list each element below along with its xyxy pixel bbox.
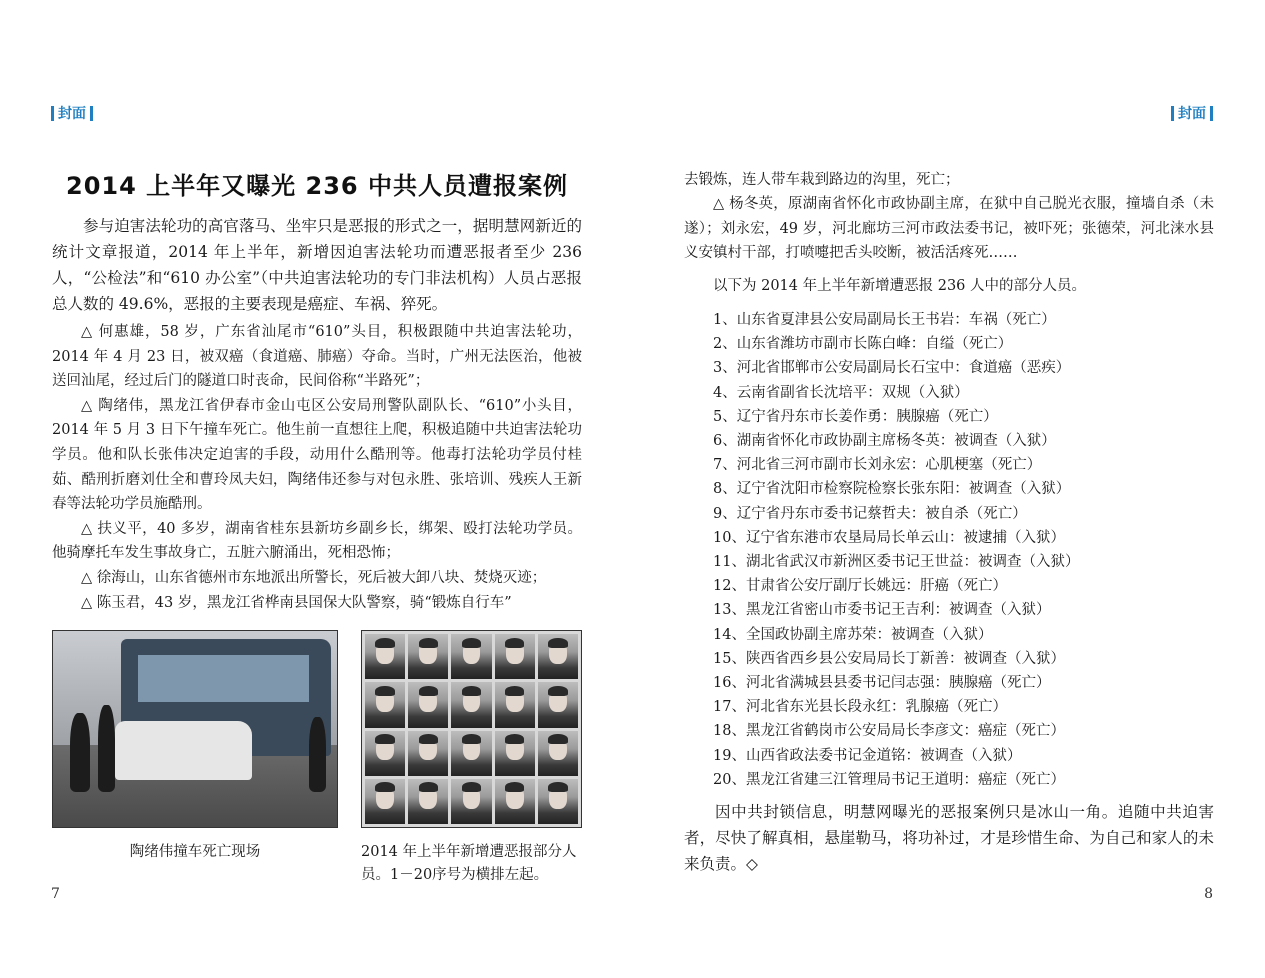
portrait — [365, 779, 405, 824]
list-item: 10、辽宁省东港市农垦局局长单云山：被逮捕（入狱） — [713, 529, 1065, 546]
case-paragraph: △ 扶义平，40 多岁，湖南省桂东县新坊乡副乡长，绑架、殴打法轮功学员。他骑摩托车发生事故身亡，五脏六腑涌出，死相恐怖； — [52, 520, 582, 562]
list-item: 5、辽宁省丹东市长姜作勇：胰腺癌（死亡） — [713, 408, 998, 425]
portrait — [408, 634, 448, 679]
list-intro: 以下为 2014 年上半年新增遭恶报 236 人中的部分人员。 — [713, 278, 1087, 294]
list-item: 13、黑龙江省密山市委书记王吉利：被调查（入狱） — [713, 602, 1051, 619]
list-item: 4、云南省副省长沈培平：双规（入狱） — [713, 384, 969, 401]
list-item: 9、辽宁省丹东市委书记蔡哲夫：被自杀（死亡） — [713, 505, 1027, 522]
intro-paragraph: 参与迫害法轮功的高官落马、坐牢只是恶报的形式之一，据明慧网新近的统计文章报道，2014 年上半年，新增因迫害法轮功而遭恶报者至少 236 人，“公检法”和“610 办公室”（中共迫害法轮功的专门非法机构）人员占恶报总人数的 49.6%，恶报的主要表现是癌症、车祸、猝死。 — [52, 217, 582, 313]
portrait — [538, 682, 578, 727]
list-item: 18、黑龙江省鹤岗市公安局局长李彦文：癌症（死亡） — [713, 723, 1065, 740]
photo-caption: 2014 年上半年新增遭恶报部分人员。1－20序号为横排左起。 — [361, 844, 577, 883]
case-paragraph: △ 徐海山，山东省德州市东地派出所警长，死后被大卸八块、焚烧灭迹； — [81, 569, 547, 586]
portrait — [408, 731, 448, 776]
list-item: 11、湖北省武汉市新洲区委书记王世益：被调查（入狱） — [713, 554, 1080, 571]
left-page — [0, 0, 632, 978]
section-tag[interactable] — [51, 103, 93, 123]
list-item: 19、山西省政法委书记金道铭：被调查（入狱） — [713, 747, 1022, 764]
portrait — [408, 779, 448, 824]
tag-bar-right — [1210, 106, 1213, 121]
portrait — [451, 682, 491, 727]
list-item: 2、山东省潍坊市副市长陈白峰：自缢（死亡） — [713, 336, 1013, 353]
portrait — [365, 731, 405, 776]
list-item: 12、甘肃省公安厅副厅长姚远：肝癌（死亡） — [713, 578, 1007, 595]
tag-bar-left — [1171, 106, 1174, 121]
list-item: 14、全国政协副主席苏荣：被调查（入狱） — [713, 626, 993, 643]
crash-scene-photo — [52, 630, 338, 828]
list-item: 3、河北省邯郸市公安局副局长石宝中：食道癌（恶疾） — [713, 360, 1071, 377]
case-paragraph: △ 杨冬英，原湖南省怀化市政协副主席，在狱中自己脱光衣服，撞墙自杀（未遂）；刘永宏，49 岁，河北廊坊三河市政法委书记，被吓死；张德荣，河北涞水县义安镇村干部，打喷嚏把舌头咬断，被活活疼死…… — [684, 196, 1214, 262]
list-item: 7、河北省三河市副市长刘永宏：心肌梗塞（死亡） — [713, 457, 1042, 474]
list-item: 16、河北省满城县县委书记闫志强：胰腺癌（死亡） — [713, 675, 1051, 692]
portrait — [451, 731, 491, 776]
continued-line: 去锻炼，连人带车栽到路边的沟里，死亡； — [684, 172, 960, 188]
case-paragraph: △ 何惠雄，58 岁，广东省汕尾市“610”头目，积极跟随中共迫害法轮功，2014 年 4 月 23 日，被双癌（食道癌、肺癌）夺命。当时，广州无法医治，他被送回汕尾，经过后门的隧道口时丧命，民间俗称“半路死”； — [52, 324, 582, 390]
case-paragraph: △ 陈玉君，43 岁，黑龙江省桦南县国保大队警察，骑“锻炼自行车” — [81, 594, 512, 611]
list-item: 17、河北省东光县长段永红：乳腺癌（死亡） — [713, 699, 1007, 716]
officials-portrait-grid — [361, 630, 582, 828]
portrait — [538, 779, 578, 824]
section-tag[interactable] — [1171, 103, 1213, 123]
continued-text — [684, 168, 1214, 266]
portrait — [495, 779, 535, 824]
portrait — [495, 731, 535, 776]
portrait — [538, 634, 578, 679]
list-item: 20、黑龙江省建三江管理局书记王道明：癌症（死亡） — [713, 771, 1065, 788]
closing-paragraph: 因中共封锁信息，明慧网曝光的恶报案例只是冰山一角。追随中共迫害者，尽快了解真相，悬崖勒马，将功补过，才是珍惜生命、为自己和家人的未来负责。◇ — [684, 803, 1214, 873]
list-item: 15、陕西省西乡县公安局局长丁新善：被调查（入狱） — [713, 650, 1065, 667]
tag-bar-right — [90, 106, 93, 121]
official-list — [684, 308, 1214, 792]
portrait — [495, 682, 535, 727]
tag-bar-left — [51, 106, 54, 121]
article-title: 2014 上半年又曝光 236 中共人员遭报案例 — [66, 172, 568, 200]
portrait — [451, 779, 491, 824]
section-tag-label: 封面 — [1178, 106, 1206, 122]
portrait — [408, 682, 448, 727]
case-paragraph: △ 陶绪伟，黑龙江省伊春市金山屯区公安局刑警队副队长、“610”小头目，2014 年 5 月 3 日下午撞车死亡。他生前一直想往上爬，积极追随中共迫害法轮功学员。他和队长张伟决定迫害的手段，动用什么酷刑等。他毒打法轮功学员付桂茹、酷刑折磨刘仕全和曹玲凤夫妇，陶绪伟还参与对包永胜、张培训、残疾人王新春等法轮功学员施酷刑。 — [52, 397, 582, 513]
portrait — [495, 634, 535, 679]
list-item: 6、湖南省怀化市政协副主席杨冬英：被调查（入狱） — [713, 433, 1056, 450]
page-number: 8 — [1204, 886, 1213, 902]
section-tag-label: 封面 — [58, 106, 86, 122]
right-page — [633, 0, 1265, 978]
case-list — [52, 320, 582, 615]
list-item: 8、辽宁省沈阳市检察院检察长张东阳：被调查（入狱） — [713, 481, 1071, 498]
portrait — [538, 731, 578, 776]
portrait — [365, 634, 405, 679]
portrait — [451, 634, 491, 679]
photo-caption: 陶绪伟撞车死亡现场 — [129, 844, 261, 860]
list-item: 1、山东省夏津县公安局副局长王书岩：车祸（死亡） — [713, 312, 1056, 328]
page-number: 7 — [51, 886, 60, 902]
portrait — [365, 682, 405, 727]
